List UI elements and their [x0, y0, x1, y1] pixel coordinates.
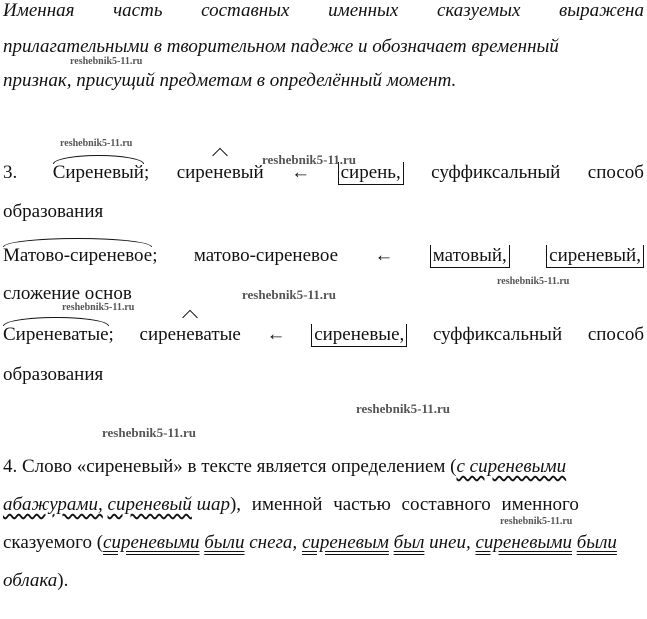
separator: ;: [108, 324, 114, 345]
watermark: reshebnik5-11.ru: [500, 516, 573, 527]
predicate-word: сиреневым: [301, 532, 389, 553]
arrow: ←: [266, 324, 286, 345]
item3-row2: [3, 245, 644, 268]
item3-row1b: образования: [3, 201, 104, 222]
method-word: способ: [587, 162, 644, 183]
watermark: reshebnik5-11.ru: [62, 302, 135, 313]
text: сказуемого (: [3, 532, 104, 553]
source-word: сиреневые,: [311, 324, 407, 347]
separator: ;: [143, 162, 150, 183]
arrow: ←: [291, 162, 311, 183]
item4-line1: [3, 456, 644, 478]
predicate-word: были: [576, 532, 617, 553]
watermark: reshebnik5-11.ru: [70, 56, 143, 67]
item4-line3: [3, 532, 644, 554]
root-mark: Сиреневатые: [3, 324, 109, 345]
derived-word: матово-сиреневое: [193, 245, 339, 266]
arrow: ←: [374, 245, 394, 266]
morpheme-word: [3, 324, 114, 347]
example-word: снега,: [249, 532, 298, 553]
example-phrase: с сиреневыми: [456, 456, 567, 477]
item3-row3b: образования: [3, 364, 104, 385]
derived-word: сиреневый: [176, 162, 264, 183]
predicate-word: был: [393, 532, 425, 553]
example-phrase: сиреневый: [107, 494, 192, 515]
watermark: reshebnik5-11.ru: [356, 401, 451, 416]
watermark: reshebnik5-11.ru: [262, 152, 357, 167]
word: составных: [201, 0, 290, 21]
paragraph1-line1: [3, 0, 644, 22]
text: ), именной частью составного именного: [229, 494, 579, 515]
text: ).: [57, 570, 69, 591]
example-word: облака: [3, 570, 58, 591]
morpheme-word: [3, 245, 157, 268]
item4-line2: [3, 494, 644, 516]
example-phrase: абажурами,: [3, 494, 103, 515]
watermark: reshebnik5-11.ru: [60, 138, 133, 149]
source-word: сирень,: [338, 162, 404, 185]
method-word: суффиксальный: [432, 324, 563, 345]
word: выражена: [559, 0, 644, 21]
morpheme-word: [53, 162, 150, 185]
word: сказуемых: [436, 0, 521, 21]
predicate-word: сиреневыми: [475, 532, 572, 553]
source-word: матовый,: [430, 245, 510, 268]
separator: ;: [152, 245, 158, 266]
method-word: способ: [587, 324, 644, 345]
item-number: 3.: [3, 162, 18, 183]
example-word: инеи,: [429, 532, 471, 553]
word: Именная: [3, 0, 75, 21]
item4-line4: [3, 570, 644, 592]
watermark: reshebnik5-11.ru: [497, 276, 570, 287]
example-phrase: шар: [196, 494, 230, 515]
derived-word: сиреневатые: [139, 324, 241, 345]
text: 4. Слово «сиреневый» в тексте является определением (: [3, 456, 457, 477]
item3-row2b: сложение основ: [3, 283, 132, 304]
predicate-word: были: [204, 532, 245, 553]
predicate-word: сиреневыми: [103, 532, 200, 553]
root-mark: Сиреневый: [52, 162, 144, 183]
watermark: reshebnik5-11.ru: [102, 425, 197, 440]
method-word: суффиксальный: [431, 162, 561, 183]
word: именных: [328, 0, 399, 21]
paragraph1-line3: признак, присущий предметам в определённый момент.: [3, 70, 457, 91]
source-word: сиреневый,: [546, 245, 644, 268]
paragraph1-line2: прилагательными в творительном падеже и обозначает временный: [3, 36, 559, 57]
root-mark: Матово-сиреневое: [3, 245, 153, 266]
word: часть: [113, 0, 163, 21]
watermark: reshebnik5-11.ru: [242, 287, 337, 302]
item3-row3: [3, 324, 644, 347]
